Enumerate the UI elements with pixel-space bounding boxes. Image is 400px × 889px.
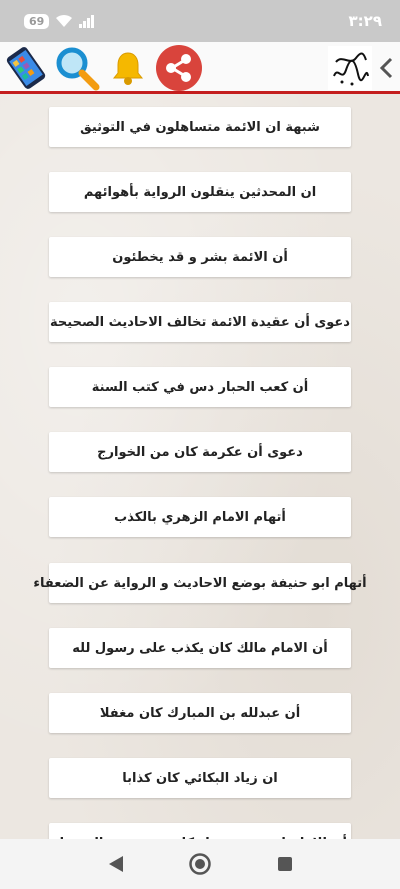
list-item[interactable]: ان المحدثين ينقلون الرواية بأهوائهم [49, 172, 351, 212]
list-item[interactable]: أن الائمة بشر و قد يخطئون [49, 237, 351, 277]
search-button[interactable] [53, 45, 101, 91]
share-button[interactable] [154, 45, 204, 91]
list-item[interactable]: شبهة ان الائمة متساهلون في التوثيق [49, 107, 351, 147]
bell-icon [112, 50, 144, 86]
signal-icon [79, 14, 95, 28]
system-nav-bar [0, 839, 400, 889]
topics-list [0, 94, 400, 839]
status-bar [0, 0, 400, 42]
search-icon [54, 45, 100, 91]
list-item[interactable]: دعوى أن عكرمة كان من الخوارج [49, 432, 351, 472]
calligraphy-logo [328, 46, 372, 90]
battery-indicator: 69 [24, 14, 49, 29]
list-item[interactable]: أن الامام مالك كان يكذب على رسول لله [49, 628, 351, 668]
chevron-left-icon [375, 54, 399, 82]
wifi-icon [55, 14, 73, 28]
home-circle-icon [188, 852, 212, 876]
phone-app-button[interactable] [0, 45, 52, 91]
nav-recents-button[interactable] [270, 852, 300, 876]
share-icon [155, 44, 203, 92]
back-triangle-icon [107, 854, 125, 874]
notifications-button[interactable] [110, 45, 146, 91]
back-button[interactable] [375, 54, 399, 82]
list-item[interactable]: أتهام الامام الزهري بالكذب [49, 497, 351, 537]
phone-app-icon [1, 46, 51, 90]
list-item[interactable]: دعوى أن عقيدة الائمة تخالف الاحاديث الصحيحة [49, 302, 351, 342]
list-item[interactable]: أن عبدلله بن المبارك كان مغفلا [49, 693, 351, 733]
list-item[interactable]: ان زياد البكائي كان كذابا [49, 758, 351, 798]
list-item[interactable]: أتهام ابو حنيفة بوضع الاحاديث و الرواية عن الضعفاء [49, 563, 351, 603]
list-item[interactable]: أن كعب الحبار دس في كتب السنة [49, 367, 351, 407]
recents-square-icon [276, 855, 294, 873]
status-icons [24, 14, 95, 29]
app-toolbar [0, 42, 400, 94]
nav-back-button[interactable] [101, 852, 131, 876]
nav-home-button[interactable] [185, 852, 215, 876]
status-time: ٣:٢٩ [348, 12, 382, 30]
